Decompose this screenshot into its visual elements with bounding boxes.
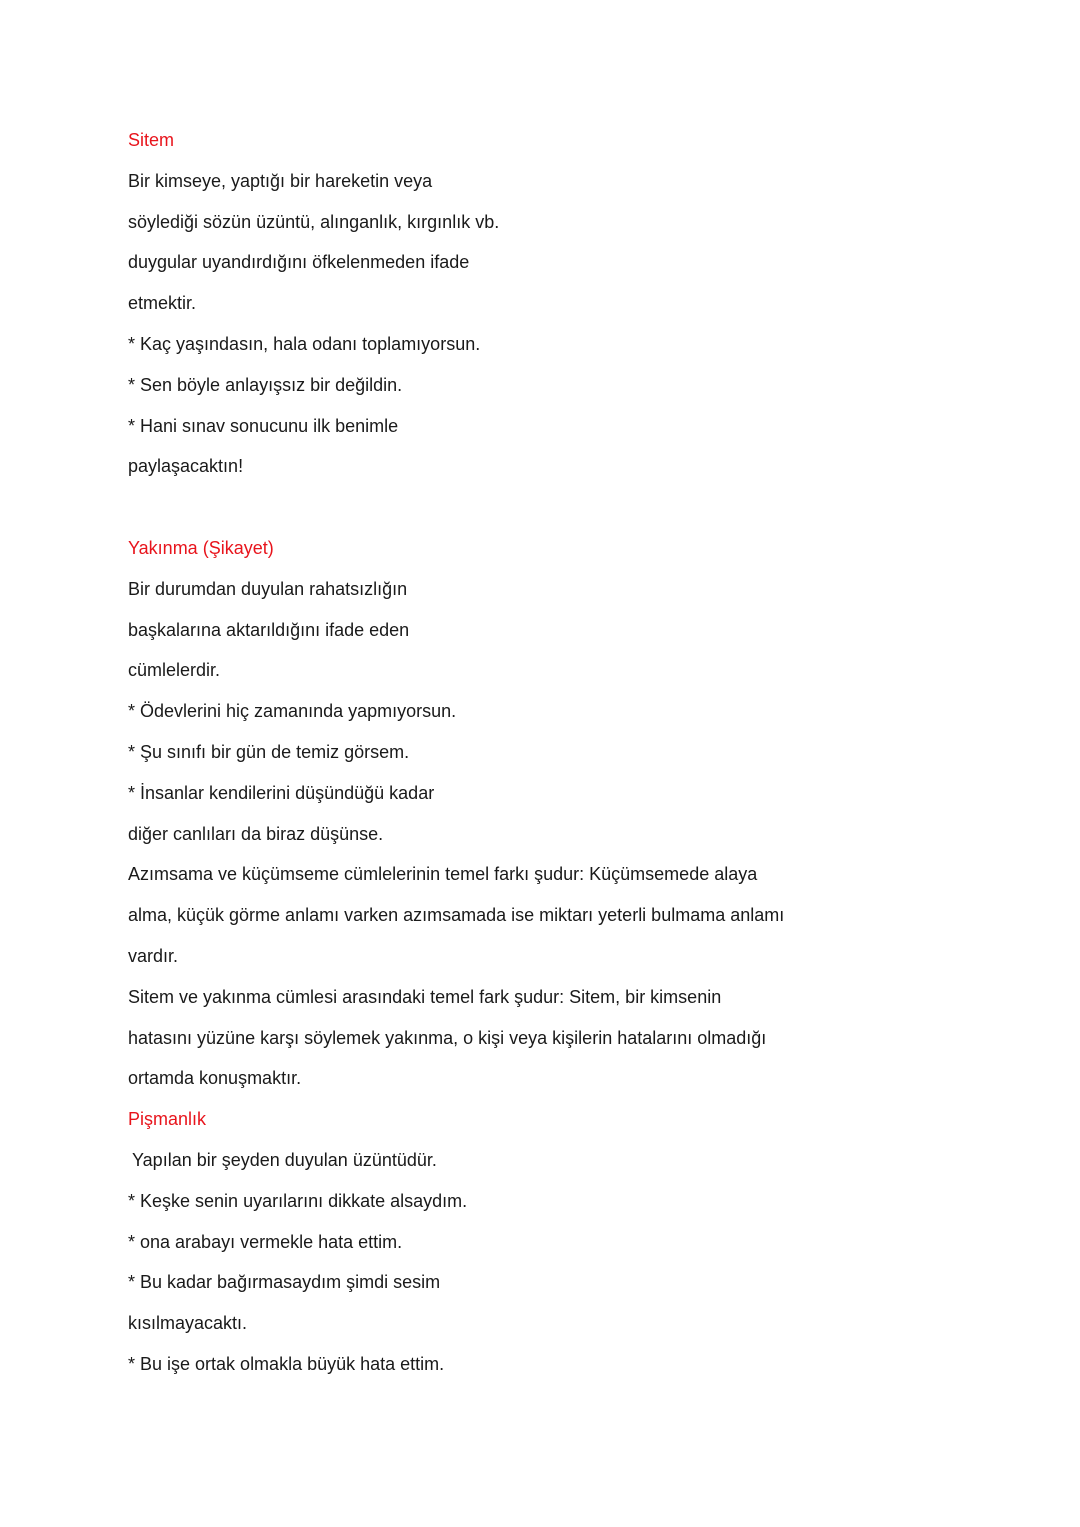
paragraph-line: Yapılan bir şeyden duyulan üzüntüdür. <box>132 1149 437 1170</box>
paragraph-line: duygular uyandırdığını öfkelenmeden ifade <box>128 252 470 273</box>
example-line: diğer canlıları da biraz düşünse. <box>128 823 384 844</box>
paragraph-line: ortamda konuşmaktır. <box>128 1068 302 1089</box>
example-line: * Sen böyle anlayışsız bir değildin. <box>128 374 403 395</box>
paragraph-line: Bir kimseye, yaptığı bir hareketin veya <box>128 170 433 191</box>
example-line: * Keşke senin uyarılarını dikkate alsaydım. <box>128 1190 468 1211</box>
paragraph-line: başkalarına aktarıldığını ifade eden <box>128 619 410 640</box>
example-line: * Bu kadar bağırmasaydım şimdi sesim <box>128 1272 441 1293</box>
example-line: * Hani sınav sonucunu ilk benimle <box>128 415 399 436</box>
paragraph-line: söylediği sözün üzüntü, alınganlık, kırgınlık vb. <box>128 211 500 232</box>
example-line: * ona arabayı vermekle hata ettim. <box>128 1231 403 1252</box>
paragraph-line: vardır. <box>128 945 179 966</box>
section-heading: Yakınma (Şikayet) <box>128 537 274 558</box>
paragraph-line: alma, küçük görme anlamı varken azımsamada ise miktarı yeterli bulmama anlamı <box>128 905 785 926</box>
document-page <box>128 120 1008 1385</box>
section-pismanlik <box>128 1099 1008 1385</box>
paragraph-line: Azımsama ve küçümseme cümlelerinin temel farkı şudur: Küçümsemede alaya <box>128 864 758 885</box>
blank-line <box>128 487 1008 528</box>
paragraph-line: Bir durumdan duyulan rahatsızlığın <box>128 578 408 599</box>
example-line: * İnsanlar kendilerini düşündüğü kadar <box>128 782 435 803</box>
example-line: paylaşacaktın! <box>128 456 244 477</box>
example-line: * Bu işe ortak olmakla büyük hata ettim. <box>128 1353 445 1374</box>
paragraph-line: Sitem ve yakınma cümlesi arasındaki temel fark şudur: Sitem, bir kimsenin <box>128 986 722 1007</box>
paragraph-line: etmektir. <box>128 293 197 314</box>
example-line: * Ödevlerini hiç zamanında yapmıyorsun. <box>128 701 457 722</box>
section-heading: Sitem <box>128 130 175 150</box>
example-line: kısılmayacaktı. <box>128 1313 248 1334</box>
section-yakinma <box>128 528 1008 1099</box>
paragraph-line: cümlelerdir. <box>128 660 221 681</box>
section-sitem <box>128 120 1008 487</box>
paragraph-line: hatasını yüzüne karşı söylemek yakınma, o kişi veya kişilerin hatalarını olmadığı <box>128 1027 767 1048</box>
example-line: * Şu sınıfı bir gün de temiz görsem. <box>128 741 410 762</box>
example-line: * Kaç yaşındasın, hala odanı toplamıyorsun. <box>128 333 481 354</box>
section-heading: Pişmanlık <box>128 1109 207 1130</box>
